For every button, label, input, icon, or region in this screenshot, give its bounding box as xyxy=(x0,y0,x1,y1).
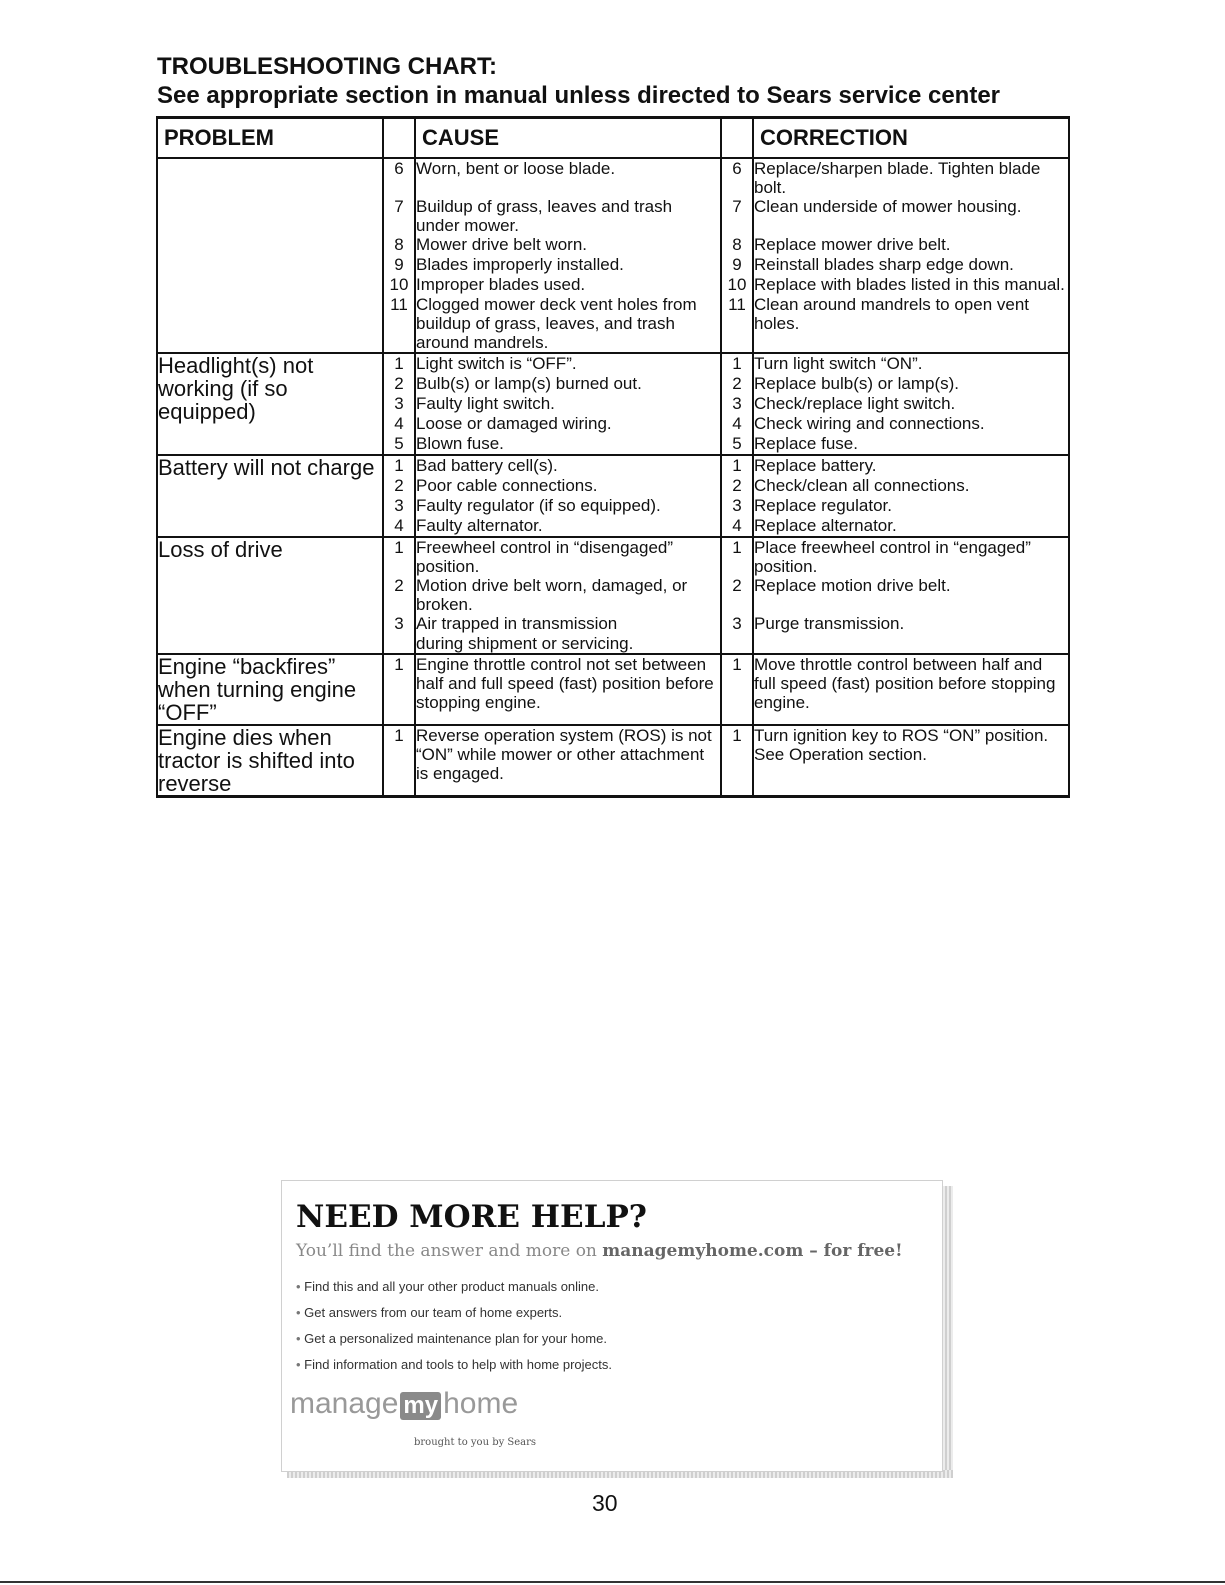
cause-cell: Freewheel control in “disengaged” position. xyxy=(415,537,721,576)
correction-number xyxy=(721,634,753,654)
correction-cell xyxy=(753,634,1069,654)
correction-cell: Clean underside of mower housing. xyxy=(753,197,1069,235)
correction-number: 2 xyxy=(721,476,753,496)
correction-cell: Replace motion drive belt. xyxy=(753,576,1069,614)
cause-cell: Blades improperly installed. xyxy=(415,255,721,275)
cause-number: 2 xyxy=(383,374,415,394)
cause-number: 1 xyxy=(383,537,415,576)
cause-cell: Faulty light switch. xyxy=(415,394,721,414)
cause-cell: Improper blades used. xyxy=(415,275,721,295)
problem-cell: Engine “backfires” when turning engine “OFF” xyxy=(157,654,383,725)
cause-cell: Loose or damaged wiring. xyxy=(415,414,721,434)
correction-number: 9 xyxy=(721,255,753,275)
cause-cell: Bad battery cell(s). xyxy=(415,455,721,476)
cause-cell: during shipment or servicing. xyxy=(415,634,721,654)
header-problem: PROBLEM xyxy=(157,118,383,158)
cause-number xyxy=(383,634,415,654)
cause-number: 11 xyxy=(383,295,415,353)
correction-cell: Replace fuse. xyxy=(753,434,1069,455)
problem-cell: Loss of drive xyxy=(157,537,383,654)
bottom-rule xyxy=(0,1581,1225,1583)
chart-subtitle: See appropriate section in manual unless directed to Sears service center xyxy=(157,82,1000,109)
correction-cell: Replace with blades listed in this manual. xyxy=(753,275,1069,295)
cause-number: 3 xyxy=(383,394,415,414)
cause-cell: Mower drive belt worn. xyxy=(415,235,721,255)
problem-cell: Headlight(s) not working (if so equipped) xyxy=(157,353,383,455)
cause-number: 4 xyxy=(383,414,415,434)
correction-cell: Replace/sharpen blade. Tighten blade bolt. xyxy=(753,158,1069,197)
correction-number: 2 xyxy=(721,374,753,394)
correction-number: 1 xyxy=(721,537,753,576)
cause-cell: Poor cable connections. xyxy=(415,476,721,496)
help-bullet: • Find information and tools to help with home projects. xyxy=(296,1355,612,1381)
logo-my: my xyxy=(400,1392,441,1420)
correction-cell: Replace alternator. xyxy=(753,516,1069,537)
cause-number: 5 xyxy=(383,434,415,455)
correction-cell: Purge transmission. xyxy=(753,614,1069,634)
cause-cell: Bulb(s) or lamp(s) burned out. xyxy=(415,374,721,394)
header-correction: CORRECTION xyxy=(753,118,1069,158)
correction-cell: Clean around mandrels to open vent holes. xyxy=(753,295,1069,353)
cause-number: 7 xyxy=(383,197,415,235)
correction-cell: Reinstall blades sharp edge down. xyxy=(753,255,1069,275)
correction-number: 8 xyxy=(721,235,753,255)
table-row xyxy=(157,353,1069,374)
cause-cell: Air trapped in transmission xyxy=(415,614,721,634)
correction-number: 3 xyxy=(721,394,753,414)
help-bullet: • Get answers from our team of home experts. xyxy=(296,1303,612,1329)
cause-number: 10 xyxy=(383,275,415,295)
logo-manage: manage xyxy=(290,1387,399,1420)
cause-number: 4 xyxy=(383,516,415,537)
correction-cell: Check/clean all connections. xyxy=(753,476,1069,496)
correction-cell: Replace battery. xyxy=(753,455,1069,476)
help-bullet-list xyxy=(296,1277,612,1381)
cause-number: 2 xyxy=(383,476,415,496)
cause-cell: Faulty alternator. xyxy=(415,516,721,537)
correction-number: 1 xyxy=(721,725,753,797)
correction-cell: Turn light switch “ON”. xyxy=(753,353,1069,374)
correction-cell: Check wiring and connections. xyxy=(753,414,1069,434)
cause-number: 1 xyxy=(383,353,415,374)
table-row xyxy=(157,725,1069,797)
help-subtitle xyxy=(296,1241,903,1261)
correction-number: 3 xyxy=(721,614,753,634)
cause-cell: Worn, bent or loose blade. xyxy=(415,158,721,197)
cause-number: 9 xyxy=(383,255,415,275)
cause-cell: Faulty regulator (if so equipped). xyxy=(415,496,721,516)
header-num-cause xyxy=(383,118,415,158)
correction-number: 2 xyxy=(721,576,753,614)
correction-number: 1 xyxy=(721,455,753,476)
help-bullet: • Get a personalized maintenance plan for your home. xyxy=(296,1329,612,1355)
cause-cell: Reverse operation system (ROS) is not “ON” while mower or other attachment is engaged. xyxy=(415,725,721,797)
cause-number: 1 xyxy=(383,725,415,797)
cause-number: 2 xyxy=(383,576,415,614)
logo-tagline: brought to you by Sears xyxy=(414,1437,537,1448)
cause-number: 8 xyxy=(383,235,415,255)
logo-home: home xyxy=(443,1387,519,1420)
correction-cell: Place freewheel control in “engaged” position. xyxy=(753,537,1069,576)
help-subtitle-text: You’ll find the answer and more on xyxy=(296,1241,603,1261)
problem-cell xyxy=(157,158,383,353)
correction-cell: Check/replace light switch. xyxy=(753,394,1069,414)
problem-cell: Battery will not charge xyxy=(157,455,383,537)
need-more-help-box xyxy=(281,1180,943,1472)
help-site-link[interactable]: managemyhome.com – for free! xyxy=(602,1241,903,1261)
table-row xyxy=(157,455,1069,476)
problem-cell: Engine dies when tractor is shifted into reverse xyxy=(157,725,383,797)
cause-number: 3 xyxy=(383,496,415,516)
correction-cell: Replace mower drive belt. xyxy=(753,235,1069,255)
cause-number: 1 xyxy=(383,455,415,476)
cause-cell: Engine throttle control not set between half and full speed (fast) position before stopping engine. xyxy=(415,654,721,725)
cause-cell: Buildup of grass, leaves and trash under mower. xyxy=(415,197,721,235)
table-header-row xyxy=(157,118,1069,158)
cause-cell: Clogged mower deck vent holes from buildup of grass, leaves, and trash around mandrels. xyxy=(415,295,721,353)
correction-number: 3 xyxy=(721,496,753,516)
cause-number: 1 xyxy=(383,654,415,725)
correction-number: 11 xyxy=(721,295,753,353)
correction-number: 4 xyxy=(721,516,753,537)
cause-cell: Motion drive belt worn, damaged, or broken. xyxy=(415,576,721,614)
chart-title: TROUBLESHOOTING CHART: xyxy=(157,53,497,80)
correction-cell: Turn ignition key to ROS “ON” position. See Operation section. xyxy=(753,725,1069,797)
help-bullet: • Find this and all your other product manuals online. xyxy=(296,1277,612,1303)
header-num-correction xyxy=(721,118,753,158)
table-row xyxy=(157,537,1069,576)
correction-cell: Replace regulator. xyxy=(753,496,1069,516)
correction-number: 7 xyxy=(721,197,753,235)
correction-cell: Replace bulb(s) or lamp(s). xyxy=(753,374,1069,394)
correction-number: 5 xyxy=(721,434,753,455)
cause-number: 3 xyxy=(383,614,415,634)
table-body xyxy=(157,158,1069,797)
correction-number: 6 xyxy=(721,158,753,197)
page-number: 30 xyxy=(592,1490,618,1516)
managemyhome-logo xyxy=(290,1387,518,1421)
cause-number: 6 xyxy=(383,158,415,197)
table-row xyxy=(157,654,1069,725)
help-title: NEED MORE HELP? xyxy=(296,1199,647,1235)
cause-cell: Blown fuse. xyxy=(415,434,721,455)
correction-number: 4 xyxy=(721,414,753,434)
correction-cell: Move throttle control between half and full speed (fast) position before stopping engine. xyxy=(753,654,1069,725)
correction-number: 1 xyxy=(721,654,753,725)
header-cause: CAUSE xyxy=(415,118,721,158)
correction-number: 1 xyxy=(721,353,753,374)
troubleshooting-table xyxy=(156,116,1070,798)
cause-cell: Light switch is “OFF”. xyxy=(415,353,721,374)
table-row xyxy=(157,158,1069,197)
correction-number: 10 xyxy=(721,275,753,295)
